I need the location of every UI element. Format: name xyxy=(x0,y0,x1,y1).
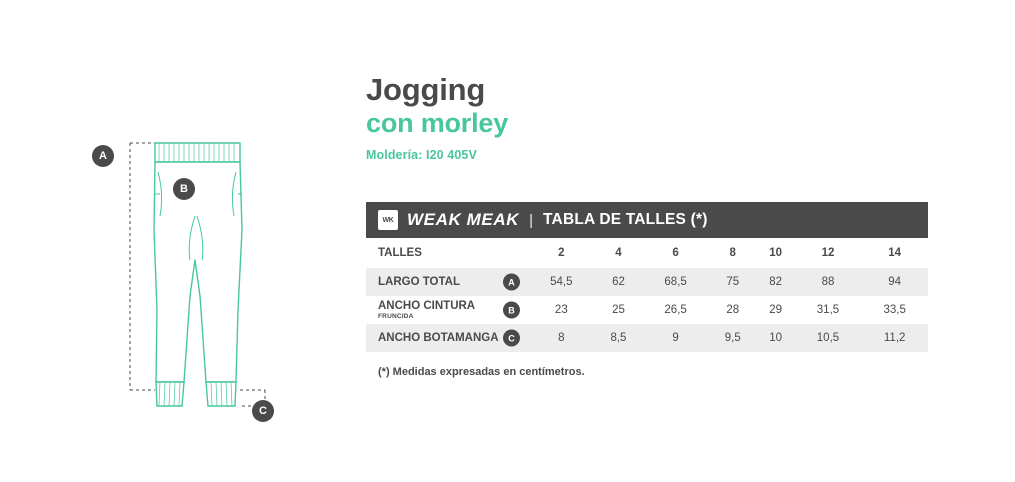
table-cell: 10 xyxy=(757,324,795,352)
footnote: (*) Medidas expresadas en centímetros. xyxy=(378,366,585,378)
column-header-size-8: 8 xyxy=(729,247,736,259)
jogging-pants-drawing xyxy=(80,110,340,440)
row-label-text: LARGO TOTAL xyxy=(378,276,460,288)
table-title: TABLA DE TALLES (*) xyxy=(543,211,708,228)
row-label xyxy=(366,296,528,324)
marker-c: C xyxy=(252,400,274,422)
table-cell: 9,5 xyxy=(709,324,757,352)
size-table-container xyxy=(366,202,928,378)
row-label-text: ANCHO CINTURA xyxy=(378,300,476,312)
table-row xyxy=(366,268,928,296)
table-cell: 31,5 xyxy=(816,304,840,316)
row-label xyxy=(366,268,528,296)
table-cell: 62 xyxy=(595,268,643,296)
column-header-size-2: 2 xyxy=(558,247,565,259)
page-subtitle: con morley xyxy=(366,107,509,138)
row-label xyxy=(366,324,528,352)
table-cell: 11,2 xyxy=(861,324,928,352)
row-sublabel: FRUNCIDA xyxy=(378,313,414,320)
table-cell: 23 xyxy=(554,304,568,316)
size-table xyxy=(366,238,928,352)
waistband xyxy=(155,143,240,162)
table-row xyxy=(366,296,928,324)
header-separator: | xyxy=(529,211,534,229)
table-cell: 94 xyxy=(861,268,928,296)
column-header-size-14: 14 xyxy=(888,247,902,259)
table-cell: 8 xyxy=(528,324,595,352)
table-cell: 75 xyxy=(709,268,757,296)
product-heading xyxy=(366,74,936,162)
table-cell: 54,5 xyxy=(528,268,595,296)
marker-a: A xyxy=(92,145,114,167)
page-title: Jogging xyxy=(366,72,486,107)
table-cell: 88 xyxy=(795,268,862,296)
brand-logo-icon: WK xyxy=(378,210,398,230)
brand-name: WEAK MEAK xyxy=(407,210,520,229)
molderia-code: Moldería: I20 405V xyxy=(366,148,477,163)
column-header-size-6: 6 xyxy=(672,247,679,259)
table-header-bar xyxy=(366,202,928,238)
table-header-row xyxy=(366,238,928,268)
table-cell: 82 xyxy=(757,268,795,296)
column-header-size-10: 10 xyxy=(769,247,782,259)
table-cell: 10,5 xyxy=(795,324,862,352)
table-cell: 33,5 xyxy=(883,304,906,316)
table-cell: 9 xyxy=(642,324,709,352)
table-cell: 26,5 xyxy=(664,304,687,316)
table-cell: 28 xyxy=(726,304,740,316)
table-cell: 25 xyxy=(612,304,625,316)
garment-illustration xyxy=(80,110,340,440)
row-badge-a: A xyxy=(503,274,520,291)
column-header-size-4: 4 xyxy=(615,247,622,259)
column-header-size-12: 12 xyxy=(821,247,835,259)
marker-b: B xyxy=(173,178,195,200)
row-badge-b: B xyxy=(503,302,520,319)
row-label-text: ANCHO BOTAMANGA xyxy=(378,332,499,344)
pants-body xyxy=(154,162,242,382)
table-row xyxy=(366,324,928,352)
table-cell: 29 xyxy=(769,304,782,316)
table-cell: 8,5 xyxy=(595,324,643,352)
table-cell: 68,5 xyxy=(642,268,709,296)
column-header-talles: TALLES xyxy=(378,247,422,259)
row-badge-c: C xyxy=(503,330,520,347)
